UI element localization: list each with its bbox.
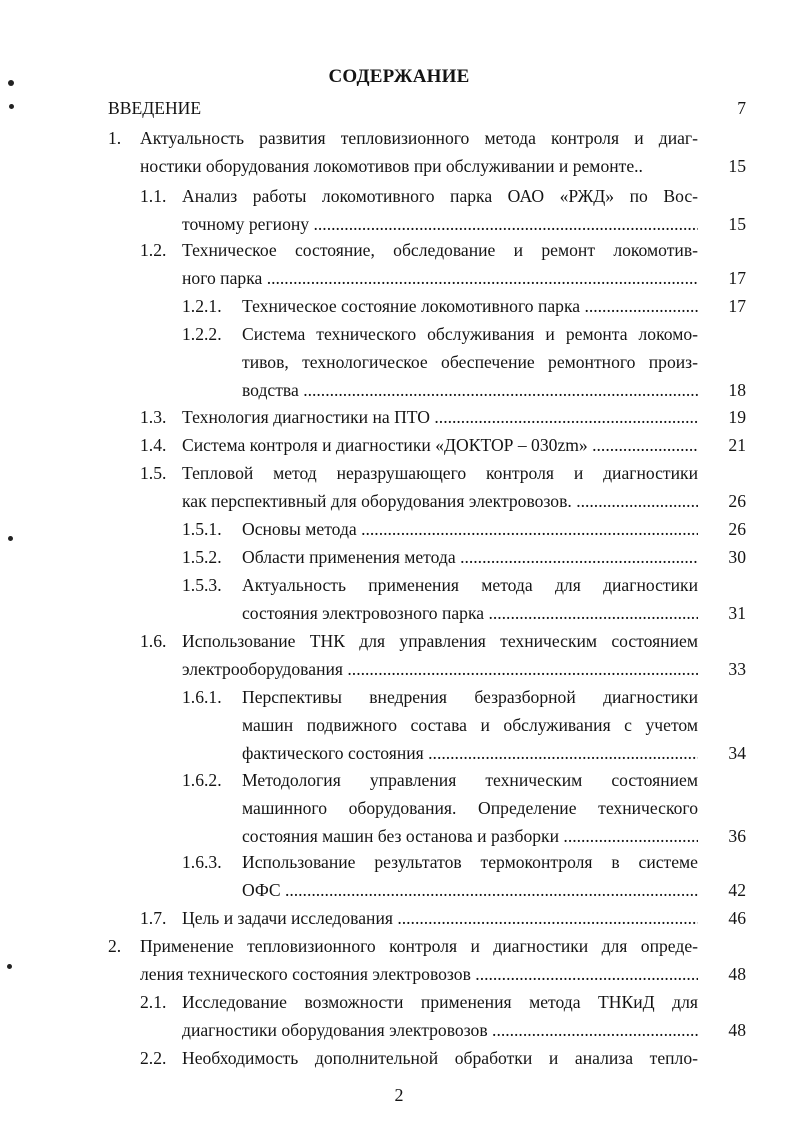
toc-entry-line: Исследование возможности применения метода ТНКиД для — [182, 992, 698, 1012]
toc-entry-number: 2.2. — [140, 1048, 167, 1068]
toc-entry-line: состояния электровозного парка ..... — [242, 599, 698, 627]
toc-entry-line: Использование ТНК для управления техническим состоянием — [182, 631, 698, 651]
toc-entry-line: Цель и задачи исследования ..... — [182, 904, 698, 932]
toc-entry-line: Области применения метода ..... — [242, 543, 698, 571]
toc-entry-number: 1.5. — [140, 463, 167, 483]
toc-entry-line: Необходимость дополнительной обработки и анализа тепло- — [182, 1048, 698, 1068]
toc-entry-number: 1.6.1. — [182, 687, 222, 707]
toc-entry[interactable] — [0, 848, 798, 904]
toc-entry[interactable] — [0, 1044, 798, 1072]
toc-entry-line: Техническое состояние локомотивного парка ..... — [242, 292, 698, 320]
scan-speck — [8, 80, 14, 86]
toc-entry-page: 21 — [728, 435, 746, 455]
toc-entry[interactable] — [0, 236, 798, 292]
toc-entry-page: 18 — [728, 380, 746, 400]
toc-entry-page: 36 — [728, 826, 746, 846]
toc-entry[interactable] — [0, 683, 798, 767]
toc-entry[interactable] — [0, 543, 798, 571]
toc-entry-line: Технология диагностики на ПТО ..... — [182, 403, 698, 431]
toc-entry-page: 48 — [728, 1020, 746, 1040]
scan-speck — [9, 104, 14, 109]
toc-entry-page: 46 — [728, 908, 746, 928]
toc-entry-page: 15 — [728, 214, 746, 234]
page-title: СОДЕРЖАНИЕ — [328, 66, 470, 87]
toc-entry-line: фактического состояния ..... — [242, 739, 698, 767]
toc-entry[interactable] — [0, 932, 798, 988]
toc-entry-number: 2.1. — [140, 992, 167, 1012]
toc-entry-page: 17 — [728, 296, 746, 316]
toc-entry-line: ного парка ..... — [182, 264, 698, 292]
toc-entry-line: ОФС ..... — [242, 876, 698, 904]
toc-entry[interactable] — [0, 292, 798, 320]
toc-entry-line: Методология управления техническим состоянием — [242, 770, 698, 790]
toc-entry-number: 1.2.1. — [182, 296, 222, 316]
toc-intro-entry[interactable] — [0, 94, 798, 122]
toc-entry-line: машинного оборудования. Определение технического — [242, 798, 698, 818]
toc-entry[interactable] — [0, 627, 798, 683]
toc-intro-page: 7 — [737, 98, 746, 118]
toc-entry-number: 1.3. — [140, 407, 167, 427]
toc-entry-line: ностики оборудования локомотивов при обслуживании и ремонте.. — [140, 156, 643, 176]
toc-entry-line: Анализ работы локомотивного парка ОАО «РЖД» по Вос- — [182, 186, 698, 206]
toc-entry-number: 1.5.2. — [182, 547, 222, 567]
toc-entry-page: 15 — [728, 156, 746, 176]
toc-entry-line: машин подвижного состава и обслуживания с учетом — [242, 715, 698, 735]
toc-entry-line: Актуальность развития тепловизионного метода контроля и диаг- — [140, 128, 698, 148]
toc-entry[interactable] — [0, 459, 798, 515]
toc-entry-line: диагностики оборудования электровозов ..... — [182, 1016, 698, 1044]
toc-entry-number: 1.2.2. — [182, 324, 222, 344]
toc-entry-page: 33 — [728, 659, 746, 679]
toc-entry[interactable] — [0, 988, 798, 1044]
toc-entry-number: 1.6. — [140, 631, 167, 651]
toc-entry-line: Техническое состояние, обследование и ремонт локомотив- — [182, 240, 698, 260]
toc-entry[interactable] — [0, 320, 798, 404]
toc-entry-number: 1.5.1. — [182, 519, 222, 539]
toc-entry-number: 2. — [108, 936, 122, 956]
scan-speck — [7, 964, 12, 969]
page-number: 2 — [394, 1085, 404, 1105]
toc-entry-line: Основы метода ..... — [242, 515, 698, 543]
toc-entry-line: состояния машин без останова и разборки ..... — [242, 822, 698, 850]
toc-entry-line: Актуальность применения метода для диагностики — [242, 575, 698, 595]
toc-intro-label: ВВЕДЕНИЕ — [108, 98, 202, 118]
toc-entry-number: 1.1. — [140, 186, 167, 206]
toc-entry-page: 48 — [728, 964, 746, 984]
toc-entry-page: 34 — [728, 743, 746, 763]
toc-entry-number: 1. — [108, 128, 122, 148]
toc-entry-page: 42 — [728, 880, 746, 900]
scan-speck — [8, 536, 13, 541]
toc-entry[interactable] — [0, 124, 798, 180]
toc-entry[interactable] — [0, 182, 798, 238]
toc-entry-line: Использование результатов термоконтроля в системе — [242, 852, 698, 872]
toc-entry-line: ления технического состояния электровозов ..... — [140, 960, 698, 988]
toc-entry-number: 1.6.2. — [182, 770, 222, 790]
toc-entry-line: Применение тепловизионного контроля и диагностики для опреде- — [140, 936, 698, 956]
toc-entry-line: точному региону ..... — [182, 210, 698, 238]
toc-entry-page: 26 — [728, 519, 746, 539]
toc-entry-number: 1.6.3. — [182, 852, 222, 872]
toc-entry-line: Система технического обслуживания и ремонта локомо- — [242, 324, 698, 344]
toc-entry-page: 30 — [728, 547, 746, 567]
toc-entry[interactable] — [0, 403, 798, 431]
toc-entry-line: как перспективный для оборудования электровозов. ..... — [182, 487, 698, 515]
toc-entry-page: 26 — [728, 491, 746, 511]
toc-entry[interactable] — [0, 431, 798, 459]
toc-entry-page: 17 — [728, 268, 746, 288]
toc-entry-page: 19 — [728, 407, 746, 427]
toc-entry-number: 1.5.3. — [182, 575, 222, 595]
toc-entry-line: тивов, технологическое обеспечение ремонтного произ- — [242, 352, 698, 372]
toc-entry-line: Перспективы внедрения безразборной диагностики — [242, 687, 698, 707]
toc-entry-number: 1.2. — [140, 240, 167, 260]
toc-entry[interactable] — [0, 766, 798, 850]
toc-entry[interactable] — [0, 571, 798, 627]
toc-entry-line: электрооборудования ..... — [182, 655, 698, 683]
toc-entry-page: 31 — [728, 603, 746, 623]
toc-entry-line: Система контроля и диагностики «ДОКТОР – 030zm» ..... — [182, 431, 698, 459]
toc-entry-number: 1.4. — [140, 435, 167, 455]
toc-entry-number: 1.7. — [140, 908, 167, 928]
toc-entry-line: водства ..... — [242, 376, 698, 404]
toc-entry[interactable] — [0, 515, 798, 543]
toc-entry[interactable] — [0, 904, 798, 932]
toc-entry-line: Тепловой метод неразрушающего контроля и диагностики — [182, 463, 698, 483]
